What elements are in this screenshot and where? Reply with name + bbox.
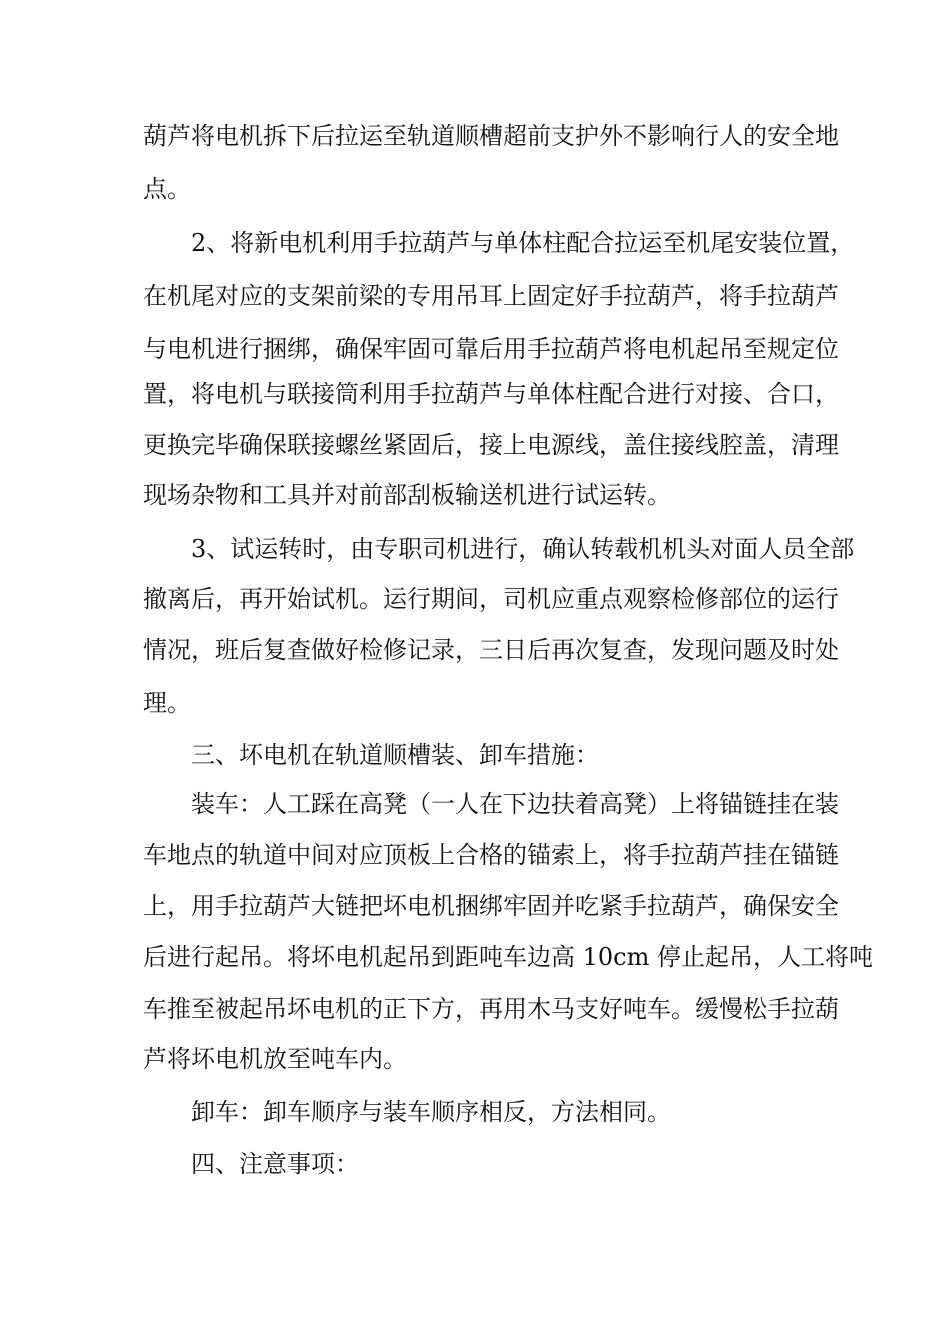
- text-line: 撤离后，再开始试机。运行期间，司机应重点观察检修部位的运行: [143, 585, 839, 613]
- text-line: 上，用手拉葫芦大链把坏电机捆绑牢固并吃紧手拉葫芦，确保安全: [143, 892, 839, 920]
- text-line: 芦将坏电机放至吨车内。: [143, 1045, 407, 1073]
- text-line: 装车：人工踩在高凳（一人在下边扶着高凳）上将锚链挂在装: [191, 790, 839, 818]
- text-line: 在机尾对应的支架前梁的专用吊耳上固定好手拉葫芦，将手拉葫芦: [143, 282, 839, 310]
- text-line: 情况，班后复查做好检修记录，三日后再次复查，发现问题及时处: [143, 636, 839, 664]
- text-line: 车推至被起吊坏电机的正下方，再用木马支好吨车。缓慢松手拉葫: [143, 995, 839, 1023]
- text-line: 现场杂物和工具并对前部刮板输送机进行试运转。: [143, 481, 671, 509]
- text-line: 3、试运转时，由专职司机进行，确认转载机机头对面人员全部: [191, 535, 855, 563]
- text-line: 后进行起吊。将坏电机起吊到距吨车边高 10cm 停止起吊，人工将吨: [143, 943, 873, 971]
- text-line: 车地点的轨道中间对应顶板上合格的锚索上，将手拉葫芦挂在锚链: [143, 841, 839, 869]
- text-line: 四、注意事项：: [191, 1150, 359, 1178]
- text-line: 置，将电机与联接筒利用手拉葫芦与单体柱配合进行对接、合口，: [143, 380, 839, 408]
- text-line: 理。: [143, 689, 191, 717]
- text-line: 葫芦将电机拆下后拉运至轨道顺槽超前支护外不影响行人的安全地: [143, 122, 839, 150]
- text-line: 点。: [143, 175, 191, 203]
- text-line: 与电机进行捆绑，确保牢固可靠后用手拉葫芦将电机起吊至规定位: [143, 335, 839, 363]
- text-line: 卸车：卸车顺序与装车顺序相反，方法相同。: [191, 1098, 671, 1126]
- text-line: 三、坏电机在轨道顺槽装、卸车措施：: [191, 741, 599, 769]
- text-line: 更换完毕确保联接螺丝紧固后，接上电源线，盖住接线腔盖，清理: [143, 431, 839, 459]
- text-line: 2、将新电机利用手拉葫芦与单体柱配合拉运至机尾安装位置，: [191, 229, 855, 257]
